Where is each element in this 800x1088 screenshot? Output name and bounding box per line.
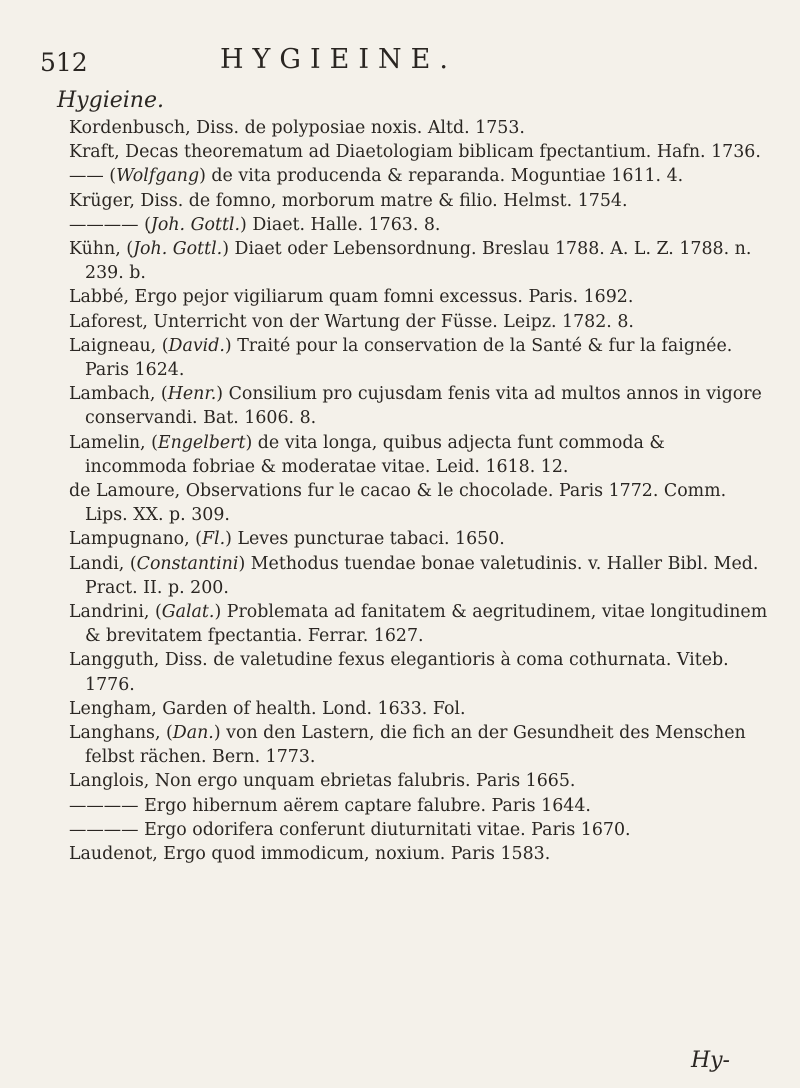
entry-author-given-name: Wolfgang: [116, 166, 200, 187]
entry-text: Langhans, (: [69, 723, 173, 744]
bibliography-entry: [69, 842, 769, 866]
bibliography-entry: [69, 697, 769, 721]
bibliography-entry: [69, 552, 769, 600]
entry-text-continued: ) de vita longa, quibus adjecta funt commoda & incommoda fobriae & moderatae vitae. Leid. 1618. 12.: [85, 432, 665, 477]
entry-author-given-name: Constantini: [136, 553, 239, 574]
bibliography-entry: [69, 769, 769, 793]
bibliography-entry: [69, 140, 769, 164]
entry-text-continued: ) Methodus tuendae bonae valetudinis. v. Haller Bibl. Med. Pract. II. p. 200.: [85, 553, 759, 598]
running-head: HYGIEINE.: [220, 44, 457, 75]
bibliography-entry: [69, 213, 769, 237]
entry-text-continued: ) Diaet oder Lebensordnung. Breslau 1788. A. L. Z. 1788. n. 239. b.: [85, 239, 752, 284]
bibliography-entry: [69, 164, 769, 188]
entry-author-given-name: Joh. Gottl.: [150, 214, 241, 235]
entry-author-given-name: Dan.: [172, 723, 214, 744]
entry-author-given-name: Galat.: [161, 602, 215, 623]
section-title: Hygieine.: [57, 88, 164, 113]
entry-author-given-name: Henr.: [167, 384, 217, 405]
entry-text: —— (: [69, 166, 117, 187]
entry-text: Lengham, Garden of health. Lond. 1633. Fol.: [69, 698, 466, 719]
entry-text: de Lamoure, Observations fur le cacao & le chocolade. Paris 1772. Comm. Lips. XX. p. 309.: [69, 481, 727, 526]
entry-author-given-name: Engelbert: [157, 432, 246, 453]
entry-text: Laigneau, (: [69, 335, 169, 356]
bibliography-entry: [69, 431, 769, 479]
entry-text: Krüger, Diss. de fomno, morborum matre & filio. Helmst. 1754.: [69, 190, 628, 211]
bibliography-entry: [69, 527, 769, 551]
entry-text: Lampugnano, (: [69, 529, 202, 550]
bibliography-entry: [69, 189, 769, 213]
bibliography-entry: [69, 382, 769, 430]
entry-text-continued: ) Leves puncturae tabaci. 1650.: [225, 529, 505, 550]
entry-text: Lamelin, (: [69, 432, 158, 453]
bibliography-entry: [69, 479, 769, 527]
entry-author-given-name: David.: [168, 335, 225, 356]
bibliography-entry: [69, 794, 769, 818]
entry-text-continued: ) Diaet. Halle. 1763. 8.: [240, 214, 441, 235]
catchword: Hy-: [690, 1048, 730, 1073]
entry-text: Langlois, Non ergo unquam ebrietas falubris. Paris 1665.: [69, 771, 576, 792]
entry-text: Laudenot, Ergo quod immodicum, noxium. Paris 1583.: [69, 844, 551, 865]
bibliography-entry: [69, 310, 769, 334]
bibliography-entry: [69, 818, 769, 842]
entry-text: Landi, (: [69, 553, 137, 574]
entry-text: ———— (: [69, 214, 151, 235]
entry-text: Kraft, Decas theorematum ad Diaetologiam biblicam fpectantium. Hafn. 1736.: [69, 142, 761, 163]
bibliography-entry: [69, 721, 769, 769]
entry-text-continued: ) Traité pour la conservation de la Santé & fur la faignée. Paris 1624.: [85, 335, 733, 381]
entry-text-continued: ) de vita producenda & reparanda. Moguntiae 1611. 4.: [199, 166, 684, 187]
entry-text: Laforest, Unterricht von der Wartung der Füsse. Leipz. 1782. 8.: [69, 311, 634, 332]
entry-text: Labbé, Ergo pejor vigiliarum quam fomni excessus. Paris. 1692.: [69, 287, 634, 308]
entry-text: ———— Ergo hibernum aërem captare falubre. Paris 1644.: [69, 795, 591, 816]
bibliography-entry: [69, 116, 769, 140]
entry-author-given-name: Fl.: [201, 529, 226, 550]
bibliography-entry: [69, 237, 769, 285]
entry-author-given-name: Joh. Gottl.: [133, 239, 223, 260]
bibliography-entry: [69, 285, 769, 309]
entry-text-continued: ) Consilium pro cujusdam fenis vita ad multos annos in vigore conservandi. Bat. 1606. 8.: [85, 384, 762, 429]
bibliography-entry: [69, 648, 769, 696]
page-number: 512: [40, 48, 88, 77]
entry-text: Langguth, Diss. de valetudine fexus elegantioris à coma cothurnata. Viteb. 1776.: [69, 650, 729, 695]
entry-text-continued: ) von den Lastern, die fich an der Gesundheit des Menschen felbst rächen. Bern. 1773.: [85, 723, 746, 768]
entry-text: Kühn, (: [69, 239, 134, 260]
bibliography-entry: [69, 600, 769, 648]
entry-text: ———— Ergo odorifera conferunt diuturnitati vitae. Paris 1670.: [69, 819, 631, 840]
entry-text: Kordenbusch, Diss. de polyposiae noxis. Altd. 1753.: [69, 118, 525, 138]
bibliography-list: [69, 116, 769, 866]
entry-text: Lambach, (: [69, 384, 168, 405]
bibliography-entry: [69, 334, 769, 382]
page-header: [40, 44, 760, 84]
entry-text-continued: ) Problemata ad fanitatem & aegritudinem, vitae longitudinem & brevitatem fpectantia. Ferrar. 1627.: [85, 602, 768, 647]
entry-text: Landrini, (: [69, 602, 162, 623]
